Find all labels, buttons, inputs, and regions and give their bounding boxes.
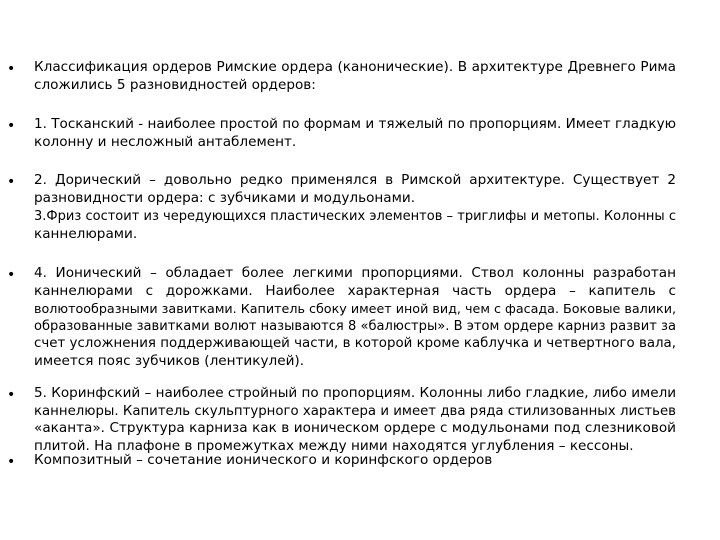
paragraph-classification xyxy=(34,59,676,94)
bullet-point: • xyxy=(7,387,16,403)
text-line: волютообразными завитками. Капитель сбоку имеет иной вид, чем с фасада. Боковые валики, xyxy=(34,301,676,316)
text-line: Композитный – сочетание ионического и коринфского ордеров xyxy=(34,452,493,468)
text-line: каннелюрами. xyxy=(34,225,138,242)
paragraph-corinthian xyxy=(34,385,676,455)
bullet-point: • xyxy=(7,61,16,77)
text-line: 1. Тосканский - наиболее простой по формам и тяжелый по пропорциям. Имеет гладкую xyxy=(34,116,676,132)
bullet-point: • xyxy=(7,174,16,190)
paragraph-tuscan xyxy=(34,116,676,151)
paragraph-frieze xyxy=(34,208,676,243)
text-line: 5. Коринфский – наиболее стройный по пропорциям. Колонны либо гладкие, либо имели xyxy=(34,385,677,401)
text-line: 3.Фриз состоит из чередующихся пластических элементов – триглифы и метопы. Колонны с xyxy=(34,209,676,224)
paragraph-doric xyxy=(34,172,676,207)
text-line: имеется пояс зубчиков (лентикулей). xyxy=(34,352,305,369)
text-line: Классификация ордеров Римские ордера (канонические). В архитектуре Древнего Рима xyxy=(34,59,676,75)
text-line: счет усложнения поддерживающей части, в которой кроме каблучка и четвертного вала, xyxy=(34,336,676,351)
text-line: каннелюрами с дорожками. Наиболее характерная часть ордера – капитель с xyxy=(34,282,676,299)
text-line: «аканта». Структура карниза как в ионическом ордере с модульонами под слезниковой xyxy=(34,420,676,436)
text-line: разновидности ордера: с зубчиками и модульонами. xyxy=(34,189,416,206)
text-line: каннелюры. Капитель скульптурного характера и имеет два ряда стилизованных листьев xyxy=(34,403,676,419)
text-line: 2. Дорический – довольно редко применялся в Римской архитектуре. Существует 2 xyxy=(34,172,676,188)
text-line: 4. Ионический – обладает более легкими пропорциями. Ствол колонны разработан xyxy=(34,265,676,281)
paragraph-composite xyxy=(34,452,676,470)
paragraph-ionic xyxy=(34,265,676,370)
text-line: колонну и несложный антаблемент. xyxy=(34,133,297,150)
text-line: образованные завитками волют называются 8 «балюстры». В этом ордере карниз развит за xyxy=(34,318,676,334)
bullet-point: • xyxy=(7,454,16,470)
text-line: плитой. На плафоне в промежутках между ними находятся углубления – кессоны. xyxy=(34,437,634,454)
text-line: сложились 5 разновидностей ордеров: xyxy=(34,76,316,93)
bullet-point: • xyxy=(7,267,16,283)
bullet-point: • xyxy=(7,118,16,134)
